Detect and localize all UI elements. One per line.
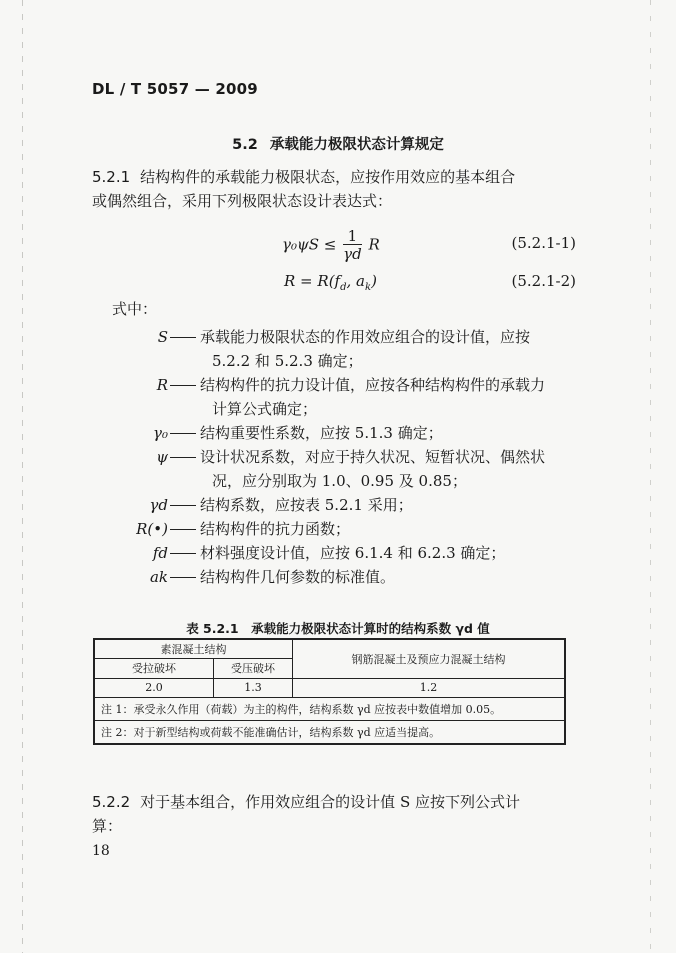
symbol: ak	[149, 568, 168, 586]
table-note-2: 注 2：对于新型结构或荷载不能准确估计，结构系数 γd 应适当提高。	[94, 720, 565, 744]
header-reinforced-concrete: 钢筋混凝土及预应力混凝土结构	[293, 639, 566, 678]
formula-sub-d: d	[340, 282, 347, 293]
section-number: 5.2	[232, 137, 258, 153]
symbol: ψ	[156, 448, 168, 466]
symbol-description: 结构构件几何参数的标准值。	[200, 568, 396, 586]
clause-5-2-2	[92, 790, 584, 838]
em-dash	[170, 433, 196, 434]
formula-expr: R = R(f	[284, 272, 341, 290]
symbol: γ₀	[153, 424, 168, 442]
symbol-description: 结构构件的抗力设计值，应按各种结构构件的承载力	[200, 376, 546, 394]
clause-text-line2: 算：	[92, 817, 123, 835]
header-plain-concrete: 素混凝土结构	[94, 639, 293, 658]
standard-header: DL / T 5057 — 2009	[92, 80, 258, 98]
clause-5-2-1	[92, 165, 584, 213]
clause-text-line1: 对于基本组合，作用效应组合的设计值 S 应按下列公式计	[140, 793, 520, 811]
em-dash	[170, 505, 196, 506]
em-dash	[170, 385, 196, 386]
section-heading	[0, 133, 676, 154]
formula-5-2-1-1	[92, 220, 584, 263]
symbol: S	[157, 328, 168, 346]
em-dash	[170, 457, 196, 458]
symbol: R	[156, 376, 168, 394]
symbol-description: 结构系数，应按表 5.2.1 采用；	[200, 496, 413, 514]
formula-number: (5.2.1-1)	[511, 234, 576, 252]
symbol-description: 承载能力极限状态的作用效应组合的设计值，应按	[200, 328, 531, 346]
symbol-description: 结构构件的抗力函数；	[200, 520, 351, 538]
symbol: γd	[149, 496, 168, 514]
header-tension-failure: 受拉破坏	[94, 658, 214, 678]
value-tension: 2.0	[94, 678, 214, 697]
symbol: R(•)	[136, 520, 168, 538]
formula-rhs: R	[368, 235, 380, 254]
fraction-denominator: γd	[343, 245, 362, 263]
clause-text-line2: 或偶然组合，采用下列极限状态设计表达式：	[92, 192, 393, 210]
symbol-description: 设计状况系数，对应于持久状况、短暂状况、偶然状	[200, 448, 546, 466]
fraction-numerator: 1	[343, 228, 362, 245]
formula-number: (5.2.1-2)	[511, 272, 576, 290]
formula-end: )	[371, 272, 377, 290]
header-compression-failure: 受压破坏	[214, 658, 293, 678]
formula-lhs: γ₀ψS ≤	[282, 235, 337, 254]
formula-sub-k: k	[365, 282, 372, 293]
formula-5-2-1-2	[92, 272, 584, 312]
em-dash	[170, 577, 196, 578]
symbol-description-cont: 5.2.2 和 5.2.3 确定；	[212, 352, 363, 370]
clause-number: 5.2.2	[92, 793, 131, 811]
em-dash	[170, 553, 196, 554]
symbol-description-cont: 况，应分别取为 1.0、0.95 及 0.85；	[212, 472, 467, 490]
formula-mid: , a	[346, 272, 365, 290]
page-number: 18	[92, 843, 110, 859]
clause-text-line1: 结构构件的承载能力极限状态，应按作用效应的基本组合	[140, 168, 516, 186]
where-label: 式中：	[112, 300, 158, 318]
coefficient-table	[93, 638, 566, 745]
em-dash	[170, 529, 196, 530]
formula-fraction	[343, 228, 362, 263]
symbol-description: 结构重要性系数，应按 5.1.3 确定；	[200, 424, 443, 442]
clause-number: 5.2.1	[92, 168, 131, 186]
table-note-1: 注 1：承受永久作用（荷载）为主的构件，结构系数 γd 应按表中数值增加 0.05。	[94, 697, 565, 720]
table-caption: 表 5.2.1 承载能力极限状态计算时的结构系数 γd 值	[186, 621, 490, 636]
symbol-description: 材料强度设计值，应按 6.1.4 和 6.2.3 确定；	[200, 544, 506, 562]
symbol-description-cont: 计算公式确定；	[212, 400, 318, 418]
section-title: 承载能力极限状态计算规定	[269, 136, 444, 153]
em-dash	[170, 337, 196, 338]
symbol: fd	[152, 544, 168, 562]
value-reinforced: 1.2	[293, 678, 566, 697]
value-compression: 1.3	[214, 678, 293, 697]
